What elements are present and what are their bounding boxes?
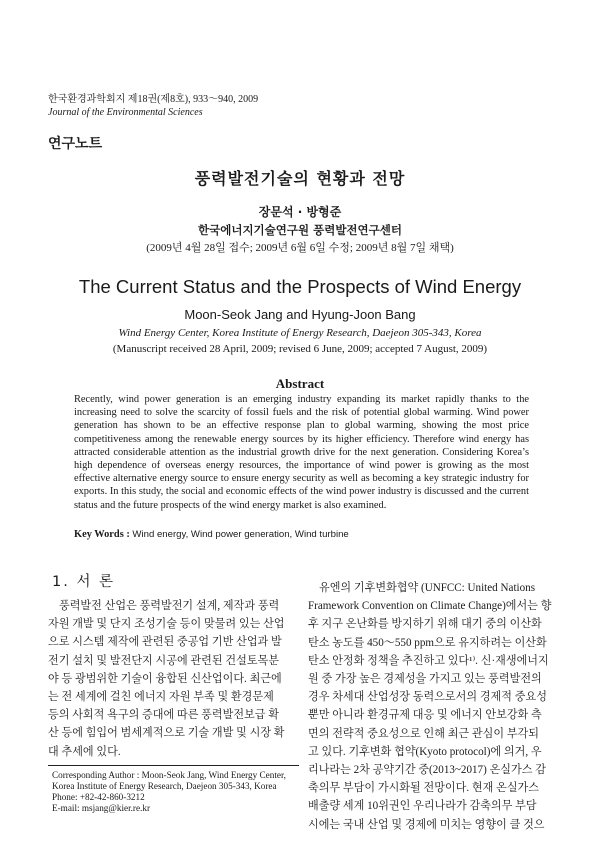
footnote-line: Corresponding Author : Moon-Seok Jang, Wind Energy Center, — [52, 770, 286, 780]
text-line: 유엔의 기후변화협약 (UNFCC: United Nations — [319, 582, 536, 594]
text-line: 축의무 부담이 가시화될 전망이다. 현재 온실가스 — [308, 782, 539, 795]
text-line: 원 중 가장 높은 경제성을 가지고 있는 풍력발전의 — [308, 673, 542, 686]
article-type: 연구노트 — [48, 136, 103, 152]
keywords-label: Key Words : — [74, 529, 130, 540]
text-line: 후 지구 온난화를 방지하기 위해 대기 중의 이산화 — [308, 618, 542, 631]
dates-english: (Manuscript received 28 April, 2009; revised 6 June, 2009; accepted 7 August, 2009) — [112, 343, 488, 355]
text-line: 탄소 안정화 정책을 추진하고 있다¹⁾. 신·재생에너지 — [308, 654, 549, 667]
affiliation-english: Wind Energy Center, Korea Institute of Energy Research, Daejeon 305-343, Korea — [118, 327, 482, 339]
footnote-line: E-mail: msjang@kier.re.kr — [52, 802, 151, 813]
text-line: 등의 사회적 욕구의 증대에 따른 풍력발전보급 확 — [48, 709, 279, 722]
text-line: 시에는 국내 산업 및 경제에 미치는 영향이 클 것으 — [308, 818, 545, 831]
abstract-heading: Abstract — [275, 376, 325, 391]
text-line: 야 등 광범위한 기술이 융합된 신산업이다. 최근에 — [48, 672, 282, 685]
journal-name-en: Journal of the Environmental Sciences — [48, 107, 203, 118]
corresponding-author-footnote — [52, 770, 299, 814]
text-line: 으로 시스템 제작에 관련된 중공업 기반 산업과 발 — [48, 636, 282, 649]
text-line: 대 추세에 있다. — [48, 745, 121, 758]
affiliation-korean: 한국에너지기술연구원 풍력발전연구센터 — [198, 223, 402, 237]
text-line: 전기 설치 및 발전단지 시공에 관련된 건설토목분 — [48, 654, 279, 667]
section-heading-introduction: 1. 서 론 — [52, 574, 116, 590]
text-line: Framework Convention on Climate Change)에서는 향 — [308, 600, 552, 613]
title-korean: 풍력발전기술의 현황과 전망 — [194, 169, 406, 188]
text-line: 리나라는 2차 공약기간 중(2013~2017) 온실가스 감 — [308, 764, 546, 777]
text-line: 자원 개발 및 단지 조성기술 등이 맞물려 있는 산업 — [48, 618, 285, 631]
footnote-line: Phone: +82-42-860-3212 — [52, 791, 145, 802]
text-line: 는 전 세계에 걸친 에너지 자원 부족 및 환경문제 — [48, 691, 274, 704]
text-line: 풍력발전 산업은 풍력발전기 설계, 제작과 풍력 — [59, 600, 280, 612]
text-line: 뿐만 아니라 환경규제 대응 및 에너지 안보강화 측 — [308, 709, 542, 722]
text-line: 면의 전략적 중요성으로 인해 최근 관심이 부각되 — [308, 727, 539, 740]
text-line: 산 등에 힘입어 범세계적으로 기술 개발 및 시장 확 — [48, 727, 285, 740]
authors-english: Moon-Seok Jang and Hyung-Joon Bang — [184, 307, 416, 322]
right-column-text — [308, 579, 552, 834]
text-line: 고 있다. 기후변화 협약(Kyoto protocol)에 의거, 우 — [308, 745, 542, 758]
footnote-line: Korea Institute of Energy Research, Daejeon 305-343, Korea — [52, 780, 277, 791]
keywords-text: Wind energy, Wind power generation, Wind turbine — [132, 529, 349, 540]
journal-citation-ko: 한국환경과학회지 제18권(제8호), 933～940, 2009 — [48, 94, 259, 105]
abstract-body: Recently, wind power generation is an emerging industry expanding its market rapidly thanks to the increasing need to solve the scarcity of fossil fuels and the risk of potential global warming. Wind power generation has shown to be an effective response plan to global warming, showing the most price competitiveness among the renewable energy sources by its higher efficiency. Therefore wind energy has attracted considerable attention as the industrial growth drive for the next generation. Considering Korea’s high dependence of overseas energy resources, the importance of wind power is growing as the most effective alternative energy source to ensure energy security as well as becoming a key strategic industry for exports. In this study, the social and economic effects of the wind power industry is discussed and the current status and the future prospects of the wind energy market is also examined. — [74, 394, 529, 511]
authors-korean: 장문석 · 방형준 — [258, 205, 342, 219]
text-line: 탄소 농도를 450～550 ppm으로 유지하려는 이산화 — [308, 636, 547, 649]
keywords — [74, 529, 349, 540]
text-line: 배출량 세계 10위권인 우리나라가 감축의무 부담 — [308, 800, 537, 813]
footnote-divider — [48, 765, 299, 766]
left-column-text — [48, 597, 299, 761]
text-line: 경우 차세대 산업성장 동력으로서의 경제적 중요성 — [308, 691, 547, 704]
journal-info — [48, 93, 258, 119]
title-english: The Current Status and the Prospects of Wind Energy — [78, 276, 522, 297]
dates-korean: (2009년 4월 28일 접수; 2009년 6월 6일 수정; 2009년 8월 7일 채택) — [146, 242, 454, 254]
